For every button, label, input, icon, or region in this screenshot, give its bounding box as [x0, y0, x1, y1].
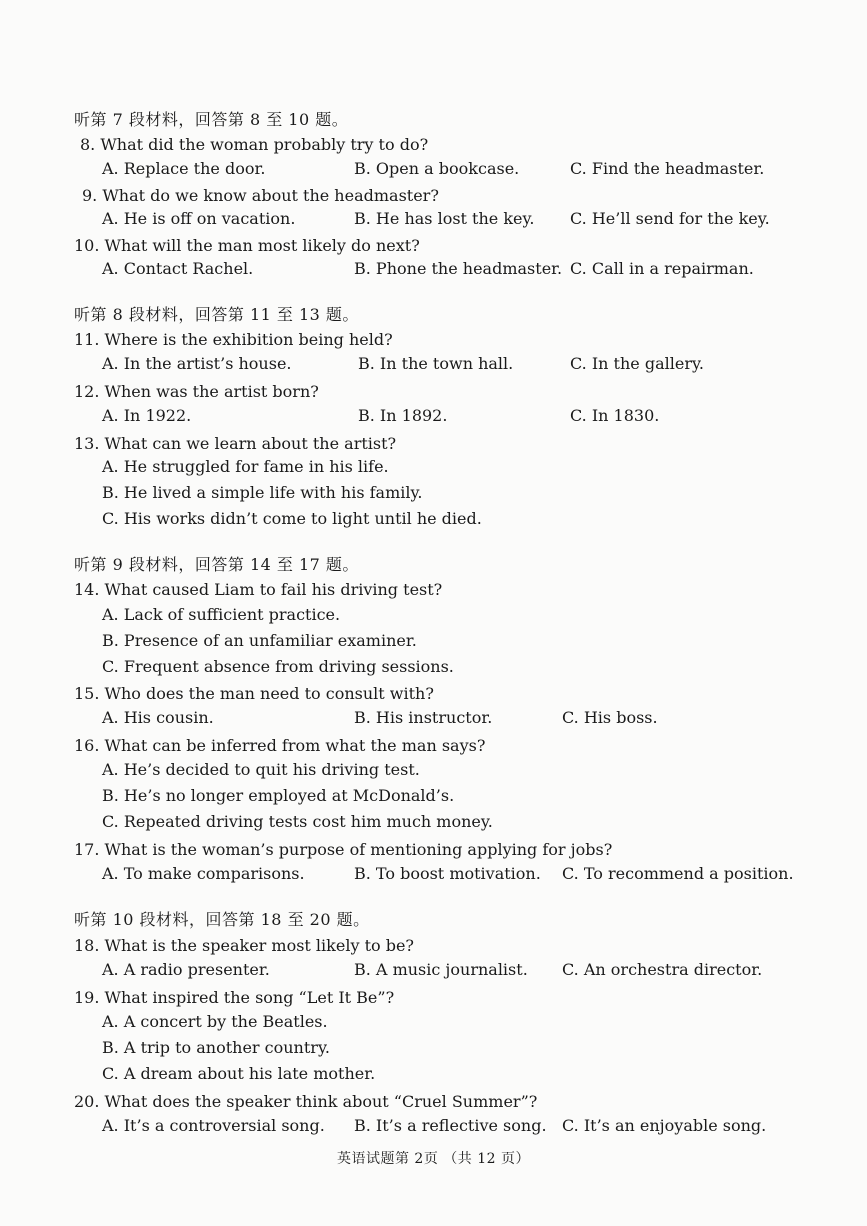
question-9-option-b: B. He has lost the key.: [354, 209, 535, 228]
question-17-option-c: C. To recommend a position.: [562, 864, 794, 883]
question-9-option-a: A. He is off on vacation.: [102, 209, 296, 228]
page-footer: 英语试题第 2页 （共 12 页）: [336, 1151, 531, 1167]
question-20-option-a: A. It’s a controversial song.: [102, 1116, 325, 1135]
question-8-option-c: C. Find the headmaster.: [570, 159, 765, 178]
question-15-stem: 15. Who does the man need to consult with?: [74, 684, 434, 703]
question-14-option-a: A. Lack of sufficient practice.: [102, 605, 341, 624]
question-18-option-c: C. An orchestra director.: [562, 960, 763, 979]
question-15-option-b: B. His instructor.: [354, 708, 493, 727]
question-17-option-a: A. To make comparisons.: [102, 864, 305, 883]
question-19-option-c: C. A dream about his late mother.: [102, 1064, 376, 1083]
question-17-stem: 17. What is the woman’s purpose of mentioning applying for jobs?: [74, 840, 613, 859]
question-11-stem: 11. Where is the exhibition being held?: [74, 330, 393, 349]
question-11-option-a: A. In the artist’s house.: [102, 354, 292, 373]
section-header-10: 听第 10 段材料，回答第 18 至 20 题。: [74, 910, 370, 929]
question-12-option-c: C. In 1830.: [570, 406, 660, 425]
question-16-option-a: A. He’s decided to quit his driving test.: [102, 760, 420, 779]
question-16-option-b: B. He’s no longer employed at McDonald’s.: [102, 786, 455, 805]
question-13-option-a: A. He struggled for fame in his life.: [102, 457, 389, 476]
question-18-option-b: B. A music journalist.: [354, 960, 528, 979]
question-10-option-c: C. Call in a repairman.: [570, 259, 754, 278]
question-8-option-b: B. Open a bookcase.: [354, 159, 520, 178]
question-9-option-c: C. He’ll send for the key.: [570, 209, 770, 228]
question-11-option-b: B. In the town hall.: [358, 354, 514, 373]
question-14-stem: 14. What caused Liam to fail his driving test?: [74, 580, 443, 599]
question-10-option-b: B. Phone the headmaster.: [354, 259, 563, 278]
question-17-option-b: B. To boost motivation.: [354, 864, 541, 883]
question-10-option-a: A. Contact Rachel.: [102, 259, 254, 278]
question-15-option-c: C. His boss.: [562, 708, 658, 727]
question-11-option-c: C. In the gallery.: [570, 354, 704, 373]
question-18-option-a: A. A radio presenter.: [102, 960, 270, 979]
question-14-option-b: B. Presence of an unfamiliar examiner.: [102, 631, 417, 650]
question-20-option-c: C. It’s an enjoyable song.: [562, 1116, 767, 1135]
question-14-option-c: C. Frequent absence from driving sessions.: [102, 657, 454, 676]
question-16-stem: 16. What can be inferred from what the man says?: [74, 736, 486, 755]
question-8-option-a: A. Replace the door.: [102, 159, 266, 178]
question-19-stem: 19. What inspired the song “Let It Be”?: [74, 988, 395, 1007]
section-header-8: 听第 8 段材料，回答第 11 至 13 题。: [74, 305, 359, 324]
question-12-stem: 12. When was the artist born?: [74, 382, 319, 401]
question-12-option-a: A. In 1922.: [102, 406, 192, 425]
section-header-9: 听第 9 段材料，回答第 14 至 17 题。: [74, 555, 359, 574]
section-header-7: 听第 7 段材料，回答第 8 至 10 题。: [74, 110, 349, 129]
question-8-stem: 8. What did the woman probably try to do?: [80, 135, 429, 154]
question-13-stem: 13. What can we learn about the artist?: [74, 434, 397, 453]
question-13-option-b: B. He lived a simple life with his family.: [102, 483, 423, 502]
question-13-option-c: C. His works didn’t come to light until he died.: [102, 509, 482, 528]
question-9-stem: 9. What do we know about the headmaster?: [82, 186, 439, 205]
question-20-stem: 20. What does the speaker think about “Cruel Summer”?: [74, 1092, 538, 1111]
question-12-option-b: B. In 1892.: [358, 406, 448, 425]
question-10-stem: 10. What will the man most likely do next?: [74, 236, 420, 255]
question-20-option-b: B. It’s a reflective song.: [354, 1116, 547, 1135]
question-19-option-a: A. A concert by the Beatles.: [102, 1012, 328, 1031]
question-19-option-b: B. A trip to another country.: [102, 1038, 330, 1057]
question-15-option-a: A. His cousin.: [102, 708, 214, 727]
question-18-stem: 18. What is the speaker most likely to be?: [74, 936, 415, 955]
question-16-option-c: C. Repeated driving tests cost him much money.: [102, 812, 493, 831]
